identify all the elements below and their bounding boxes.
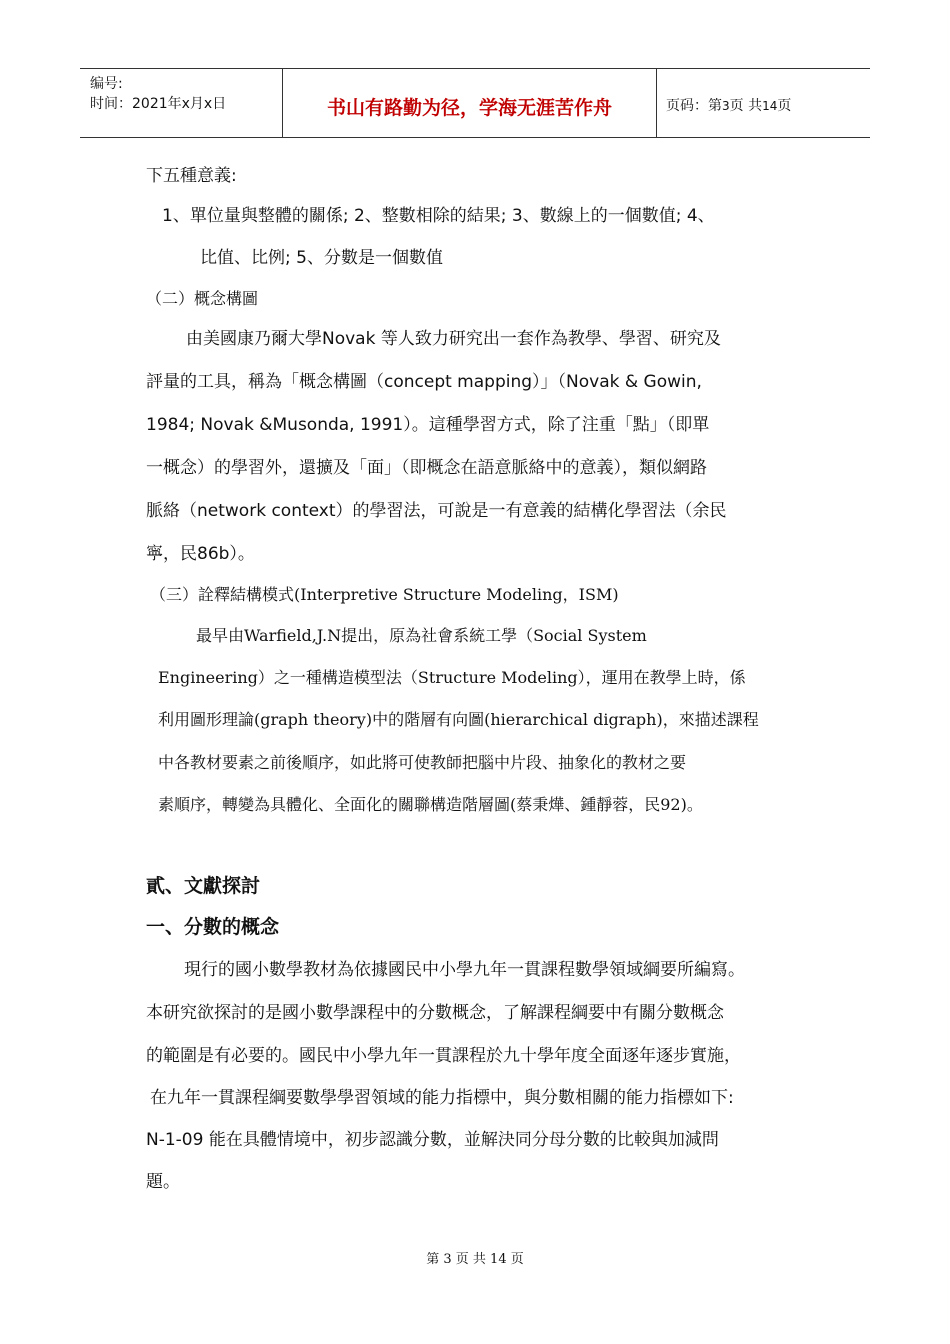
body-line: 評量的工具，稱為「概念構圖（concept mapping）」（Novak & Gowin,: [146, 372, 702, 392]
section-heading: （三）詮釋結構模式(Interpretive Structure Modeling，ISM): [150, 585, 619, 604]
body-line: 脈絡（network context）的學習法，可說是一有意義的結構化學習法（余民: [146, 501, 727, 521]
header-motto: 书山有路勤为径，学海无涯苦作舟: [326, 97, 612, 119]
body-line: 最早由Warfield,J.N提出，原為社會系統工學（Social System: [196, 626, 647, 645]
body-line: 在九年一貫課程綱要數學學習領域的能力指標中，與分數相關的能力指標如下:: [150, 1088, 734, 1108]
body-line: Engineering）之一種構造模型法（Structure Modeling），運用在教學上時，係: [158, 668, 746, 687]
page-footer: 第 3 页 共 14 页: [426, 1252, 524, 1267]
header-motto-cell: [282, 69, 657, 137]
body-line: 寧，民86b）。: [146, 544, 255, 564]
subsection-heading: 一、分數的概念: [146, 916, 280, 938]
body-line: 1984; Novak &Musonda, 1991）。這種學習方式，除了注重「點」（即單: [146, 415, 710, 435]
document-number-label: 编号:: [90, 76, 123, 92]
page-current: 3: [722, 99, 730, 113]
section-heading: （二）概念構圖: [146, 289, 259, 308]
page-suffix: 页: [777, 98, 792, 114]
page-mid: 页 共: [729, 98, 763, 114]
body-line: 中各教材要素之前後順序，如此將可使教師把腦中片段、抽象化的教材之要: [158, 753, 687, 772]
page-total: 14: [762, 99, 778, 113]
header-page-number: [666, 95, 791, 115]
body-line: 利用圖形理論(graph theory)中的階層有向圖(hierarchical digraph)，來描述課程: [158, 710, 759, 729]
body-line: 題。: [146, 1172, 180, 1192]
header-page-cell: [656, 69, 870, 137]
body-line: 的範圍是有必要的。國民中小學九年一貫課程於九十學年度全面逐年逐步實施，: [146, 1046, 741, 1066]
header-info-cell: [80, 69, 282, 137]
body-line: 素順序，轉變為具體化、全面化的關聯構造階層圖(蔡秉燁、鍾靜蓉，民92)。: [158, 795, 703, 814]
body-line: 本研究欲探討的是國小數學課程中的分數概念，了解課程綱要中有關分數概念: [146, 1003, 724, 1023]
document-date-label: 时间：2021年x月x日: [90, 96, 227, 112]
body-line: 比值、比例; 5、分數是一個數值: [200, 248, 443, 268]
body-line: 現行的國小數學教材為依據國民中小學九年一貫課程數學領域綱要所編寫。: [184, 960, 745, 980]
page-prefix: 页码：第: [666, 98, 722, 114]
body-line: 1、單位量與整體的關係; 2、整數相除的結果; 3、數線上的一個數值; 4、: [162, 206, 715, 226]
body-line: 一概念）的學習外，還擴及「面」（即概念在語意脈絡中的意義），類似網路: [146, 458, 707, 478]
body-line: 由美國康乃爾大學Novak 等人致力研究出一套作為教學、學習、研究及: [186, 329, 721, 349]
chapter-heading: 貳、文獻探討: [146, 875, 261, 897]
body-line: 下五種意義:: [146, 166, 237, 186]
body-line: N-1-09 能在具體情境中，初步認識分數，並解決同分母分數的比較與加減問: [146, 1130, 719, 1150]
header-table: [80, 68, 870, 138]
